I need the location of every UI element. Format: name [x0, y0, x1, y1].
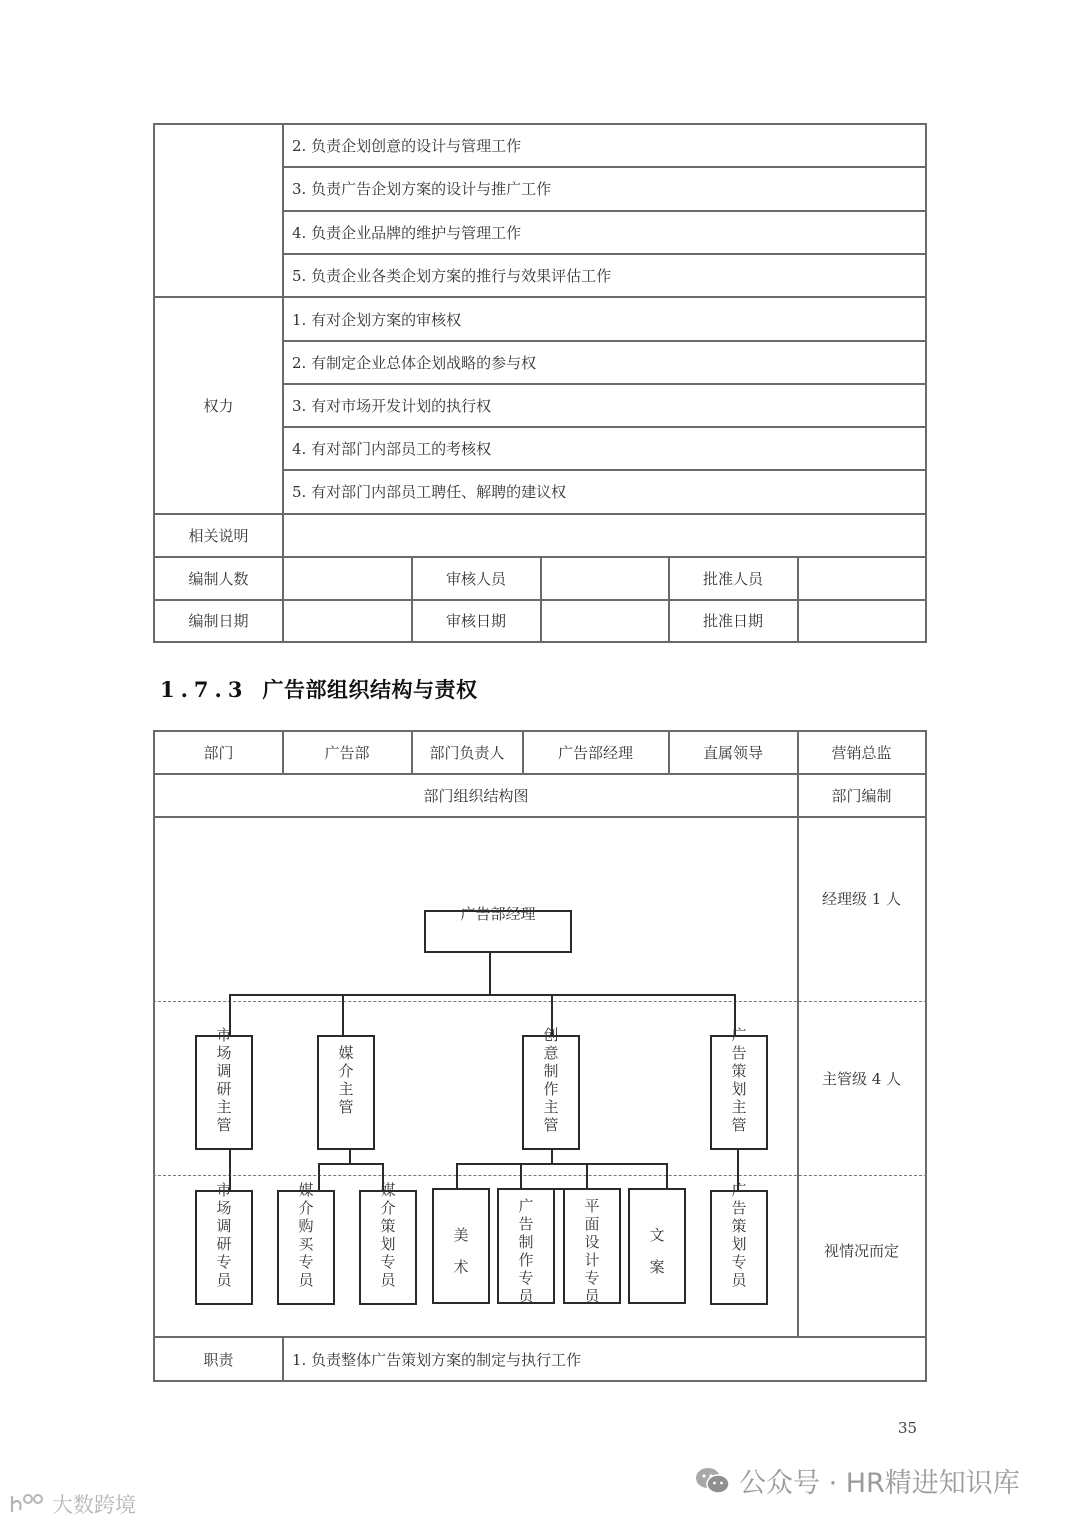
power-item: 2. 有制定企业总体企划战略的参与权 — [292, 353, 537, 372]
power-item: 4. 有对部门内部员工的考核权 — [292, 439, 492, 458]
org-node-label: 广告制作专员 — [518, 1197, 534, 1305]
staffing-label: 部门编制 — [831, 787, 892, 805]
org-node-label: 媒介购买专员 — [298, 1181, 314, 1289]
org-node-label: 广告策划专员 — [731, 1181, 747, 1289]
staffing-specialist-level: 视情况而定 — [823, 1241, 899, 1260]
watermark-brand-text: 大数跨境 — [52, 1493, 136, 1517]
review-date-value — [541, 600, 668, 641]
org-node-label: 媒介策划专员 — [380, 1181, 396, 1289]
watermark-wechat-text: 公众号 · HR精进知识库 — [739, 1468, 1020, 1499]
dept-head-value: 广告部经理 — [557, 744, 633, 762]
org-node-label: 创意制作主管 — [543, 1026, 559, 1134]
org-node-label: 市场调研主管 — [216, 1026, 232, 1134]
duty-item: 4. 负责企业品牌的维护与管理工作 — [292, 224, 522, 242]
org-node-manager-label: 广告部经理 — [460, 905, 536, 923]
direct-leader-label: 直属领导 — [702, 744, 763, 762]
duty-item: 2. 负责企划创意的设计与管理工作 — [292, 137, 522, 155]
power-item: 1. 有对企划方案的审核权 — [292, 310, 462, 329]
headcount-value — [283, 557, 411, 599]
watermark-wechat — [695, 1461, 1020, 1500]
staffing-manager-level: 经理级 1 人 — [821, 889, 902, 908]
power-item: 5. 有对部门内部员工聘任、解聘的建议权 — [292, 483, 567, 501]
dept-label: 部门 — [203, 744, 234, 762]
reviewer-label: 审核人员 — [445, 569, 506, 588]
org-node-label: 美术 — [453, 1226, 469, 1276]
org-node-label: 平面设计专员 — [584, 1197, 600, 1305]
section-number: 1.7.3 — [160, 677, 249, 702]
approver-label: 批准人员 — [702, 569, 763, 588]
approver-value — [798, 557, 925, 599]
level-divider — [153, 1175, 927, 1176]
dept-head-label: 部门负责人 — [429, 744, 505, 762]
section-heading — [160, 674, 477, 704]
duty-item: 3. 负责广告企划方案的设计与推广工作 — [292, 180, 552, 198]
org-node-label: 媒介主管 — [338, 1044, 354, 1116]
duty-item: 1. 负责整体广告策划方案的制定与执行工作 — [292, 1350, 582, 1369]
review-date-label: 审核日期 — [445, 612, 506, 630]
org-node-label: 文案 — [649, 1226, 665, 1276]
watermark-brand — [8, 1489, 136, 1519]
brand-logo-icon — [8, 1492, 48, 1516]
org-chart-label: 部门组织结构图 — [423, 787, 529, 805]
staffing-supervisor-level: 主管级 4 人 — [821, 1069, 902, 1088]
org-node-label: 市场调研专员 — [216, 1181, 232, 1289]
wechat-icon — [695, 1466, 731, 1496]
approve-date-label: 批准日期 — [702, 612, 763, 630]
reviewer-value — [541, 557, 668, 599]
powers-label: 权力 — [203, 397, 234, 415]
duty-item: 5. 负责企业各类企划方案的推行与效果评估工作 — [292, 267, 612, 285]
org-node-label: 广告策划主管 — [731, 1026, 747, 1134]
level-divider — [153, 1001, 927, 1002]
duties-label: 职责 — [203, 1350, 234, 1369]
notes-label: 相关说明 — [188, 527, 249, 545]
compile-date-label: 编制日期 — [188, 612, 249, 630]
section-title: 广告部组织结构与责权 — [262, 678, 478, 702]
compile-date-value — [283, 600, 411, 641]
direct-leader-value: 营销总监 — [831, 744, 892, 762]
dept-value: 广告部 — [324, 744, 370, 762]
approve-date-value — [798, 600, 925, 641]
page-number: 35 — [898, 1419, 918, 1437]
power-item: 3. 有对市场开发计划的执行权 — [292, 396, 492, 415]
headcount-label: 编制人数 — [188, 569, 249, 588]
